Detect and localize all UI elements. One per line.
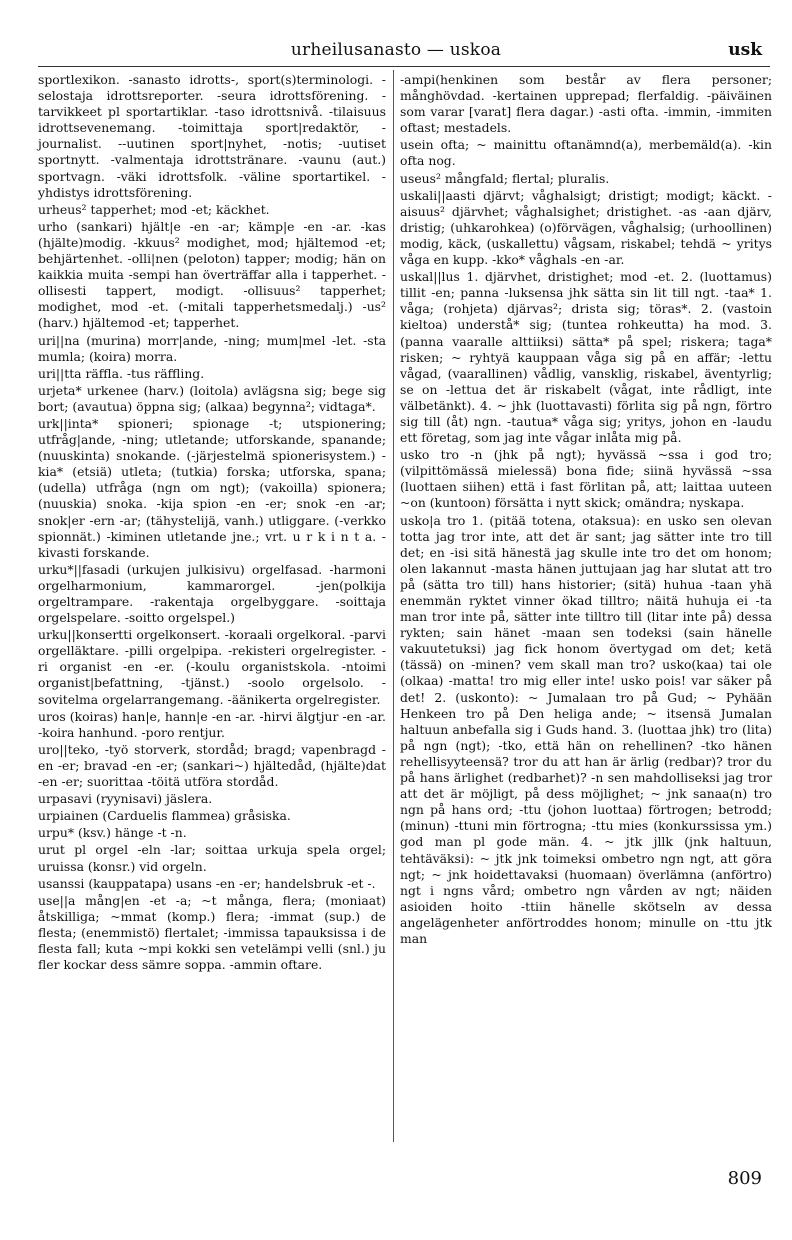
entry: useus² mångfald; flertal; pluralis. — [400, 170, 610, 186]
entry: -ampi(henkinen som består av flera personer; månghövdad. -kertainen upprepad; flerfaldig. -päiväinen som varar [varat] flera dagar.) -asti ofta. -immin, -immiten oftast; mestadels. — [400, 72, 772, 136]
column-divider — [393, 70, 394, 1142]
entry: uro||teko, -työ storverk, stordåd; bragd; vapenbragd -en -er; bravad -en -er; (sankari~) hjältedåd, (hjälte)dat -en -er; suorittaa -töitä utföra stordåd. — [38, 741, 386, 790]
entry: urheus² tapperhet; mod -et; käckhet. — [38, 201, 270, 217]
entry: urku||konsertti orgelkonsert. -koraali orgelkoral. -parvi orgelläktare. -pilli orgelpipa. -rekisteri orgelregister. -ri organist -en -er. (-koulu organistskola. -ntoimi organist|befattning, -tjänst.) -soolo orgelsolo. -sovitelma orgelarrangemang. -äänikerta orgelregister. — [38, 627, 386, 707]
entry: urku*||fasadi (urkujen julkisivu) orgelfasad. -harmoni orgelharmonium, kammarorgel. -jen(polkija orgeltrampare. -rakentaja orgelbyggare. -soittaja orgelspelare. -soitto orgelspel.) — [38, 561, 386, 626]
header-rule — [38, 66, 770, 67]
entry: uros (koiras) han|e, hann|e -en -ar. -hirvi älgtjur -en -ar. -koira hanhund. -poro rentjur. — [38, 708, 386, 740]
entry: urut pl orgel -eln -lar; soittaa urkuja spela orgel; uruissa (konsr.) vid orgeln. — [38, 842, 386, 874]
entry: urk||inta* spioneri; spionage -t; utspionering; utfråg|ande, -ning; utletande; utforskande, spanande; (nuuskinta) snokande. (-järjestelmä spionerisystem.) -kia* (etsiä) utleta; (tutkia) forska; utforska, spana; (udella) utfråga (ngn om ngt); (vakoilla) spionera; (nuuskia) snoka. -kija spion -en -er; snok -en -ar; snok|er -ern -ar; (tähystelijä, vanh.) utliggare. (-verkko spionnät.) -kiminen utletande jne.; vrt. u r k i n t a. -kivasti forskande. — [38, 415, 386, 560]
entry: uri||tta räffla. -tus räffling. — [38, 365, 205, 381]
running-title: urheilusanasto — uskoa — [290, 40, 502, 60]
entry: urpiainen (Carduelis flammea) gråsiska. — [38, 808, 291, 824]
entry: uskal||lus 1. djärvhet, dristighet; mod -et. 2. (luottamus) tillit -en; panna -luksensa jhk sätta sin lit till ngt. -taa* 1. våga; (rohjeta) djärvas²; drista sig; töras*. 2. (vastoin kieltoa) understå* sig; (tuntea rohkeutta) ha mod. 3. (panna vaaralle alttiiksi) sätta* på spel; riskera; taga* risken; ~ ryhtyä kauppaan våga sig på en affär; -lettu vågad, (vaarallinen) vådlig, vansklig, riskabel, äventyrlig; se on -lettua det är riskabelt (vågat, inte rådligt, inte välbetänkt). 4. ~ jhk (luottavasti) förlita sig på ngn, förtro sig till (åt) ngn. -tautua* våga sig; yritys, johon en -laudu ett företag, som jag inte vågar inlåta mig på. — [400, 269, 772, 446]
entry: uri||na (murina) morr|ande, -ning; mum|mel -let. -sta mumla; (koira) morra. — [38, 332, 386, 364]
entry: usko tro -n (jhk på ngt); hyvässä ~ssa i god tro; (vilpittömässä mielessä) bona fide; siinä hyvässä ~ssa (luottaen siihen) että i fast förlitan på, att; laittaa uuteen ~on (kuntoon) försätta i nytt skick; omändra; nyskapa. — [400, 447, 772, 511]
entry: usanssi (kauppatapa) usans -en -er; handelsbruk -et -. — [38, 875, 376, 891]
guide-word: usk — [728, 40, 762, 60]
left-column — [38, 72, 386, 973]
right-column — [400, 72, 772, 947]
entry: urpasavi (ryynisavi) jäslera. — [38, 791, 213, 807]
page-number: 809 — [727, 1168, 762, 1189]
entry: usein ofta; ~ mainittu oftanämnd(a), merbemäld(a). -kin ofta nog. — [400, 137, 772, 169]
entry: urpu* (ksv.) hänge -t -n. — [38, 825, 187, 841]
entry: sportlexikon. -sanasto idrotts-, sport(s)terminologi. -selostaja idrottsreporter. -seura idrottsförening. -tarvikkeet pl sportartiklar. -taso idrottsnivå. -tilaisuus idrottsevenemang. -toimittaja sport|redaktör, -journalist. --uutinen sport|nyhet, -notis; -uutiset sportnytt. -valmentaja idrottstränare. -vaunu (aut.) sportvagn. -väki idrottsfolk. -väline sportartikel. -yhdistys idrottsförening. — [38, 72, 386, 200]
entry: urho (sankari) hjält|e -en -ar; kämp|e -en -ar. -kas (hjälte)modig. -kkuus² modighet, mod; hjältemod -et; behjärtenhet. -olli|nen (peloton) tapper; modig; hän on kaikkia muita -sempi han överträffar alla i tapperhet. -ollisesti tappert, modigt. -ollisuus² tapperhet; modighet, mod -et. (-mitali tapperhetsmedalj.) -us² (harv.) hjältemod -et; tapperhet. — [38, 218, 386, 331]
page-header — [0, 40, 792, 66]
entry: urjeta* urkenee (harv.) (loitola) avlägsna sig; bege sig bort; (avautua) öppna sig; (alkaa) begynna²; vidtaga*. — [38, 382, 386, 414]
entry: uskali||aasti djärvt; våghalsigt; dristigt; modigt; käckt. -aisuus² djärvhet; våghalsighet; dristighet. -as -aan djärv, dristig; (uhkarohkea) (o)förvägen, våghalsig; (urhoollinen) modig, käck, (uskallettu) vågsam, riskabel; tehdä ~ yritys våga en kupp. -kko* våghals -en -ar. — [400, 187, 772, 268]
entry: usko|a tro 1. (pitää totena, otaksua): en usko sen olevan totta jag tror inte, att det är sant; jag sätter inte tro till det; en -isi sitä hänestä jag skulle inte tro det om honom; olen lakannut -masta hänen juttujaan jag har slutat att tro på (sätta tro till) hans historier; (sitä) huhua -taan yhä enemmän ryktet vinner ökad tilltro; näitä huhuja ei -ta man tror inte på, sätter inte tilltro till (litar inte på) dessa rykten; sain hänet -maan sen todeksi (sain hänelle vakuutetuksi) jag fick honom övertygad om det; ketä (tässä) on -minen? vem skall man tro? usko(kaa) tai ole (olkaa) -matta! tro mig eller inte! usko pois! var säker på det! 2. (uskonto): ~ Jumalaan tro på Gud; ~ Pyhään Henkeen tro på Den heliga ande; ~ itsensä Jumalan haltuun anbefalla sig i Guds hand. 3. (luottaa jhk) tro (lita) på ngn (ngt); -tko, että hän on rehellinen? -tko hänen rehellisyyteensä? tror du att han är ärlig (redbar)? tror du på hans ärlighet (redbarhet)? -n sen mahdolliseksi jag tror att det är möjligt, på dess möjlighet; ~ jnk sanaa(n) tro ngn på hans ord; -ttu (johon luottaa) förtrogen; betrodd; (minun) -ttuni min förtrogna; -ttu mies (konkurssissa ym.) god man pl gode män. 4. ~ jtk jllk (jnk haltuun, tehtäväksi): ~ jtk jnk toimeksi ombetro ngn ngt, att göra ngt; ~ jnk hoidettavaksi (huomaan) överlämna (anförtro) ngt i ngns vård; ombetro ngn vården av ngt; näiden asioiden hoito -ttiin hänelle skötseln av dessa angelägenheter anförtroddes honom; minulle on -ttu jtk man — [400, 512, 772, 946]
entry: use||a mång|en -et -a; ~t många, flera; (moniaat) åtskilliga; ~mmat (komp.) flera; -immat (sup.) de flesta; (enemmistö) flertalet; -immissa tapauksissa i de flesta fall; kuta ~mpi kokki sen vetelämpi velli (snl.) ju fler kockar dess sämre soppa. -ammin oftare. — [38, 892, 386, 973]
